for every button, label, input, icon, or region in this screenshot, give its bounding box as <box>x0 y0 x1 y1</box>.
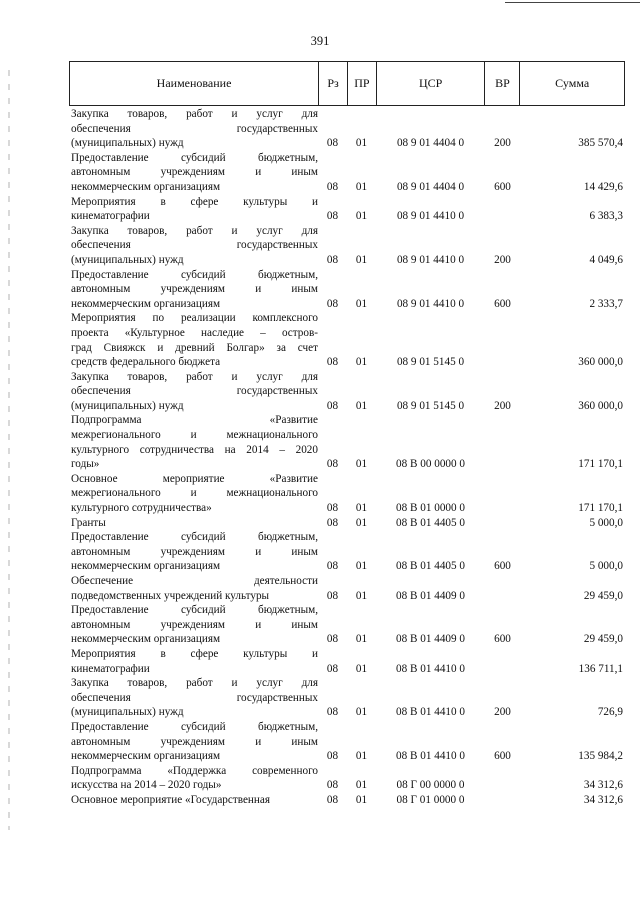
row-rz: 08 <box>326 180 339 193</box>
row-name <box>69 268 318 312</box>
row-csr: 08 В 01 4409 0 <box>396 633 465 646</box>
row-rz: 08 <box>326 750 339 763</box>
row-sum: 34 312,6 <box>583 779 623 792</box>
row-sum: 5 000,0 <box>589 560 623 573</box>
table-row <box>69 530 625 574</box>
row-name-line: Мероприятия в сфере культуры и <box>71 195 318 208</box>
row-csr: 08 9 01 4404 0 <box>396 180 465 193</box>
row-pr: 01 <box>355 633 368 646</box>
row-csr: 08 В 01 4410 0 <box>396 750 465 763</box>
row-rz: 08 <box>326 210 339 223</box>
row-pr: 01 <box>355 793 368 806</box>
row-pr: 01 <box>355 662 368 675</box>
row-pr: 01 <box>355 589 368 602</box>
row-rz: 08 <box>326 297 339 310</box>
header-pr: ПР <box>347 62 376 105</box>
row-name-line: автономным учреждениям и иным <box>71 283 318 296</box>
row-name <box>69 413 318 471</box>
row-name-line: Закупка товаров, работ и услуг для <box>71 108 318 120</box>
row-name-line: автономным учреждениям и иным <box>71 545 318 558</box>
row-name-line: Основное мероприятие «Развитие <box>71 472 318 485</box>
row-name <box>69 720 318 764</box>
row-name-line: подведомственных учреждений культуры <box>71 589 270 602</box>
row-name <box>69 793 318 808</box>
row-rz: 08 <box>326 560 339 573</box>
top-edge-line <box>505 2 640 3</box>
row-vr: 600 <box>494 750 511 763</box>
row-csr: 08 Г 01 0000 0 <box>396 793 465 806</box>
row-pr: 01 <box>355 180 368 193</box>
row-name-line: межрегионального и межнационального <box>71 487 318 500</box>
row-name-line: искусства на 2014 – 2020 годы» <box>71 779 222 792</box>
row-name-line: кинематографии <box>71 662 150 675</box>
row-pr: 01 <box>355 253 368 266</box>
row-vr: 600 <box>494 560 511 573</box>
row-sum: 385 570,4 <box>578 137 623 150</box>
row-rz: 08 <box>326 706 339 719</box>
row-rz: 08 <box>326 253 339 266</box>
row-name-line: кинематографии <box>71 210 150 223</box>
row-sum: 171 170,1 <box>578 502 623 515</box>
row-rz: 08 <box>326 793 339 806</box>
row-name <box>69 764 318 793</box>
row-name-line: град Свияжск и древний Болгар» за счет <box>71 341 318 354</box>
row-name-line: (муниципальных) нужд <box>71 706 184 719</box>
row-pr: 01 <box>355 502 368 515</box>
row-name-line: Подпрограмма «Поддержка современного <box>71 764 318 777</box>
row-csr: 08 9 01 4410 0 <box>396 297 465 310</box>
row-name-line: Мероприятия в сфере культуры и <box>71 647 318 660</box>
budget-table <box>69 61 625 808</box>
table-row <box>69 107 625 151</box>
row-name-line: Предоставление субсидий бюджетным, <box>71 531 318 544</box>
row-name-line: Закупка товаров, работ и услуг для <box>71 677 318 690</box>
row-name-line: (муниципальных) нужд <box>71 399 184 412</box>
row-sum: 34 312,6 <box>583 793 623 806</box>
row-rz: 08 <box>326 633 339 646</box>
row-rz: 08 <box>326 589 339 602</box>
row-sum: 360 000,0 <box>578 399 623 412</box>
row-vr: 200 <box>494 253 511 266</box>
row-name <box>69 647 318 676</box>
table-row <box>69 311 625 369</box>
row-name-line: (муниципальных) нужд <box>71 253 184 266</box>
row-vr: 600 <box>494 297 511 310</box>
row-csr: 08 9 01 5145 0 <box>396 356 465 369</box>
row-name-line: средств федерального бюджета <box>71 356 221 369</box>
row-name <box>69 311 318 369</box>
row-name <box>69 151 318 195</box>
row-pr: 01 <box>355 706 368 719</box>
row-name <box>69 603 318 647</box>
row-csr: 08 В 01 4405 0 <box>396 516 465 529</box>
table-row <box>69 151 625 195</box>
row-name-line: обеспечения государственных <box>71 385 318 398</box>
row-name-line: обеспечения государственных <box>71 239 318 252</box>
header-rz: Рз <box>318 62 347 105</box>
row-vr: 600 <box>494 180 511 193</box>
row-pr: 01 <box>355 560 368 573</box>
row-name-line: Мероприятия по реализации комплексного <box>71 312 318 325</box>
row-csr: 08 9 01 5145 0 <box>396 399 465 412</box>
row-sum: 360 000,0 <box>578 356 623 369</box>
row-name-line: Предоставление субсидий бюджетным, <box>71 604 318 617</box>
header-vr: ВР <box>484 62 519 105</box>
table-row <box>69 195 625 224</box>
table-row <box>69 413 625 471</box>
header-csr: ЦСР <box>376 62 485 105</box>
row-name <box>69 195 318 224</box>
row-name-line: межрегионального и межнационального <box>71 429 318 442</box>
row-name-line: Подпрограмма «Развитие <box>71 414 318 427</box>
row-pr: 01 <box>355 458 368 471</box>
row-csr: 08 Г 00 0000 0 <box>396 779 465 792</box>
row-rz: 08 <box>326 399 339 412</box>
row-csr: 08 9 01 4410 0 <box>396 210 465 223</box>
row-name-line: Предоставление субсидий бюджетным, <box>71 268 318 281</box>
row-sum: 726,9 <box>597 706 623 719</box>
table-row <box>69 472 625 516</box>
row-pr: 01 <box>355 750 368 763</box>
row-sum: 29 459,0 <box>583 589 623 602</box>
row-vr: 600 <box>494 633 511 646</box>
row-name-line: Гранты <box>71 516 106 529</box>
table-body <box>69 106 625 808</box>
row-sum: 6 383,3 <box>589 210 623 223</box>
row-csr: 08 9 01 4404 0 <box>396 137 465 150</box>
row-pr: 01 <box>355 210 368 223</box>
row-pr: 01 <box>355 297 368 310</box>
table-row <box>69 224 625 268</box>
row-sum: 135 984,2 <box>578 750 623 763</box>
table-row <box>69 647 625 676</box>
row-pr: 01 <box>355 516 368 529</box>
row-csr: 08 В 01 4409 0 <box>396 589 465 602</box>
page-number: 391 <box>310 34 330 48</box>
row-sum: 171 170,1 <box>578 458 623 471</box>
row-sum: 136 711,1 <box>578 662 623 675</box>
row-name-line: автономным учреждениям и иным <box>71 735 318 748</box>
row-name-line: некоммерческим организациям <box>71 633 221 646</box>
table-row <box>69 764 625 793</box>
row-rz: 08 <box>326 779 339 792</box>
row-csr: 08 В 00 0000 0 <box>396 458 465 471</box>
row-name-line: Предоставление субсидий бюджетным, <box>71 151 318 164</box>
row-sum: 4 049,6 <box>589 253 623 266</box>
row-csr: 08 В 01 4405 0 <box>396 560 465 573</box>
row-pr: 01 <box>355 399 368 412</box>
row-pr: 01 <box>355 356 368 369</box>
row-name-line: некоммерческим организациям <box>71 750 221 763</box>
table-row <box>69 720 625 764</box>
row-sum: 5 000,0 <box>589 516 623 529</box>
header-name: Наименование <box>156 76 232 90</box>
row-name-line: годы» <box>71 458 100 471</box>
table-row <box>69 516 625 531</box>
binding-edge-marks <box>8 70 10 830</box>
row-name-line: некоммерческим организациям <box>71 560 221 573</box>
row-name-line: Предоставление субсидий бюджетным, <box>71 720 318 733</box>
row-name-line: обеспечения государственных <box>71 691 318 704</box>
row-name-line: проекта «Культурное наследие – остров- <box>71 326 318 339</box>
row-csr: 08 В 01 4410 0 <box>396 706 465 719</box>
row-name-line: автономным учреждениям и иным <box>71 618 318 631</box>
row-name-line: обеспечения государственных <box>71 122 318 135</box>
row-vr: 200 <box>494 399 511 412</box>
row-pr: 01 <box>355 779 368 792</box>
row-name <box>69 107 318 151</box>
row-vr: 200 <box>494 137 511 150</box>
row-pr: 01 <box>355 137 368 150</box>
row-name <box>69 516 318 531</box>
row-rz: 08 <box>326 662 339 675</box>
table-row <box>69 603 625 647</box>
row-rz: 08 <box>326 356 339 369</box>
row-name-line: автономным учреждениям и иным <box>71 166 318 179</box>
header-sum: Сумма <box>519 62 624 105</box>
row-csr: 08 В 01 0000 0 <box>396 502 465 515</box>
table-row <box>69 793 625 808</box>
row-csr: 08 В 01 4410 0 <box>396 662 465 675</box>
row-name <box>69 676 318 720</box>
row-name-line: (муниципальных) нужд <box>71 137 184 150</box>
row-name-line: Обеспечение деятельности <box>71 575 318 587</box>
row-name <box>69 224 318 268</box>
row-name-line: культурного сотрудничества на 2014 – 2020 <box>71 443 318 456</box>
row-name-line: Основное мероприятие «Государственная <box>71 793 271 806</box>
row-name-line: Закупка товаров, работ и услуг для <box>71 224 318 237</box>
row-rz: 08 <box>326 137 339 150</box>
row-vr: 200 <box>494 706 511 719</box>
row-name-line: некоммерческим организациям <box>71 297 221 310</box>
row-sum: 29 459,0 <box>583 633 623 646</box>
table-header <box>69 61 625 106</box>
row-rz: 08 <box>326 458 339 471</box>
row-name-line: Закупка товаров, работ и услуг для <box>71 370 318 383</box>
table-row <box>69 574 625 603</box>
table-row <box>69 676 625 720</box>
row-rz: 08 <box>326 516 339 529</box>
row-name-line: некоммерческим организациям <box>71 180 221 193</box>
row-name <box>69 370 318 414</box>
row-name-line: культурного сотрудничества» <box>71 502 212 515</box>
row-sum: 14 429,6 <box>583 180 623 193</box>
table-row <box>69 268 625 312</box>
table-row <box>69 370 625 414</box>
row-csr: 08 9 01 4410 0 <box>396 253 465 266</box>
row-sum: 2 333,7 <box>589 297 623 310</box>
row-name <box>69 530 318 574</box>
row-rz: 08 <box>326 502 339 515</box>
row-name <box>69 574 318 603</box>
row-name <box>69 472 318 516</box>
